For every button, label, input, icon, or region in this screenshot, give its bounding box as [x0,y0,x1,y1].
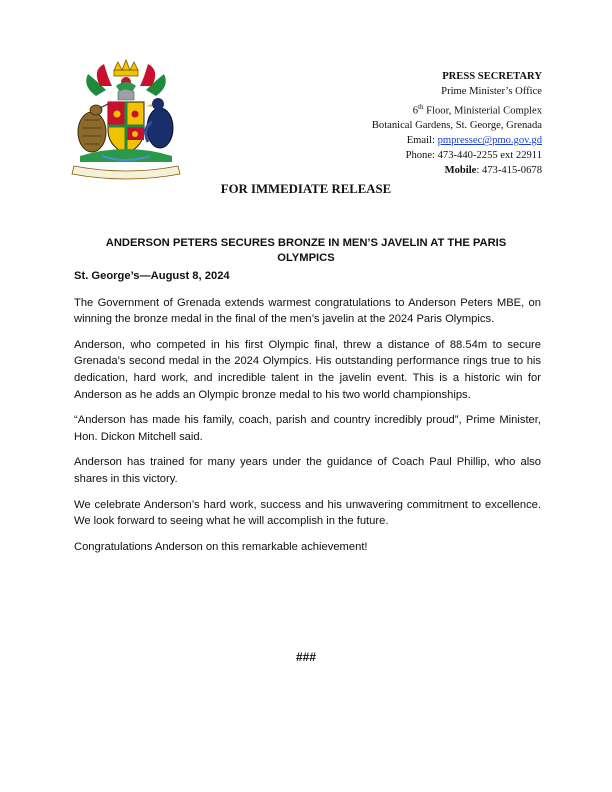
press-contact-block [262,70,542,179]
press-release-body [74,268,541,564]
body-paragraph: “Anderson has made his family, coach, parish and country incredibly proud”, Prime Minister, Hon. Dickon Mitchell said. [74,414,541,443]
body-paragraph: We celebrate Anderson’s hard work, success and his unwavering commitment to excellence. We look forward to seeing what he will accomplish in the future. [74,498,541,528]
press-secretary-title: PRESS SECRETARY [442,71,542,82]
release-heading: FOR IMMEDIATE RELEASE [220,182,392,196]
office-location: Botanical Gardens, St. George, Grenada [371,120,542,132]
phone-line: Phone: 473-440-2255 ext 22911 [405,150,542,162]
office-name: Prime Minister’s Office [441,85,542,97]
mobile-line: Mobile: 473-415-0678 [444,164,542,176]
dateline: St. George’s—August 8, 2024 [74,270,230,282]
body-paragraph: The Government of Grenada extends warmest congratulations to Anderson Peters MBE, on winning the bronze medal in the final of the men’s javelin at the 2024 Paris Olympics. [74,296,541,326]
coat-of-arms-icon [62,56,190,184]
body-paragraph: Congratulations Anderson on this remarkable achievement! [74,540,368,553]
email-link[interactable]: pmpressec@pmo.gov.gd [437,135,542,147]
end-marker: ### [295,650,317,664]
body-paragraph: Anderson has trained for many years under the guidance of Coach Paul Phillip, who also shares in this victory. [74,456,541,485]
office-floor: 6th Floor, Ministerial Complex [412,102,542,117]
email-line: Email: pmpressec@pmo.gov.gd [406,135,542,147]
headline: ANDERSON PETERS SECURES BRONZE IN MEN’S JAVELIN AT THE PARIS OLYMPICS [105,237,507,264]
body-paragraph: Anderson, who competed in his first Olympic final, threw a distance of 88.54m to secure Grenada’s second medal in the 2024 Olympics. His outstanding performance rings true to his dedication, hard work, and incredible talent in the javelin event. This is a historic win for Anderson as he adds an Olympic bronze medal to his two world championships. [74,338,541,401]
